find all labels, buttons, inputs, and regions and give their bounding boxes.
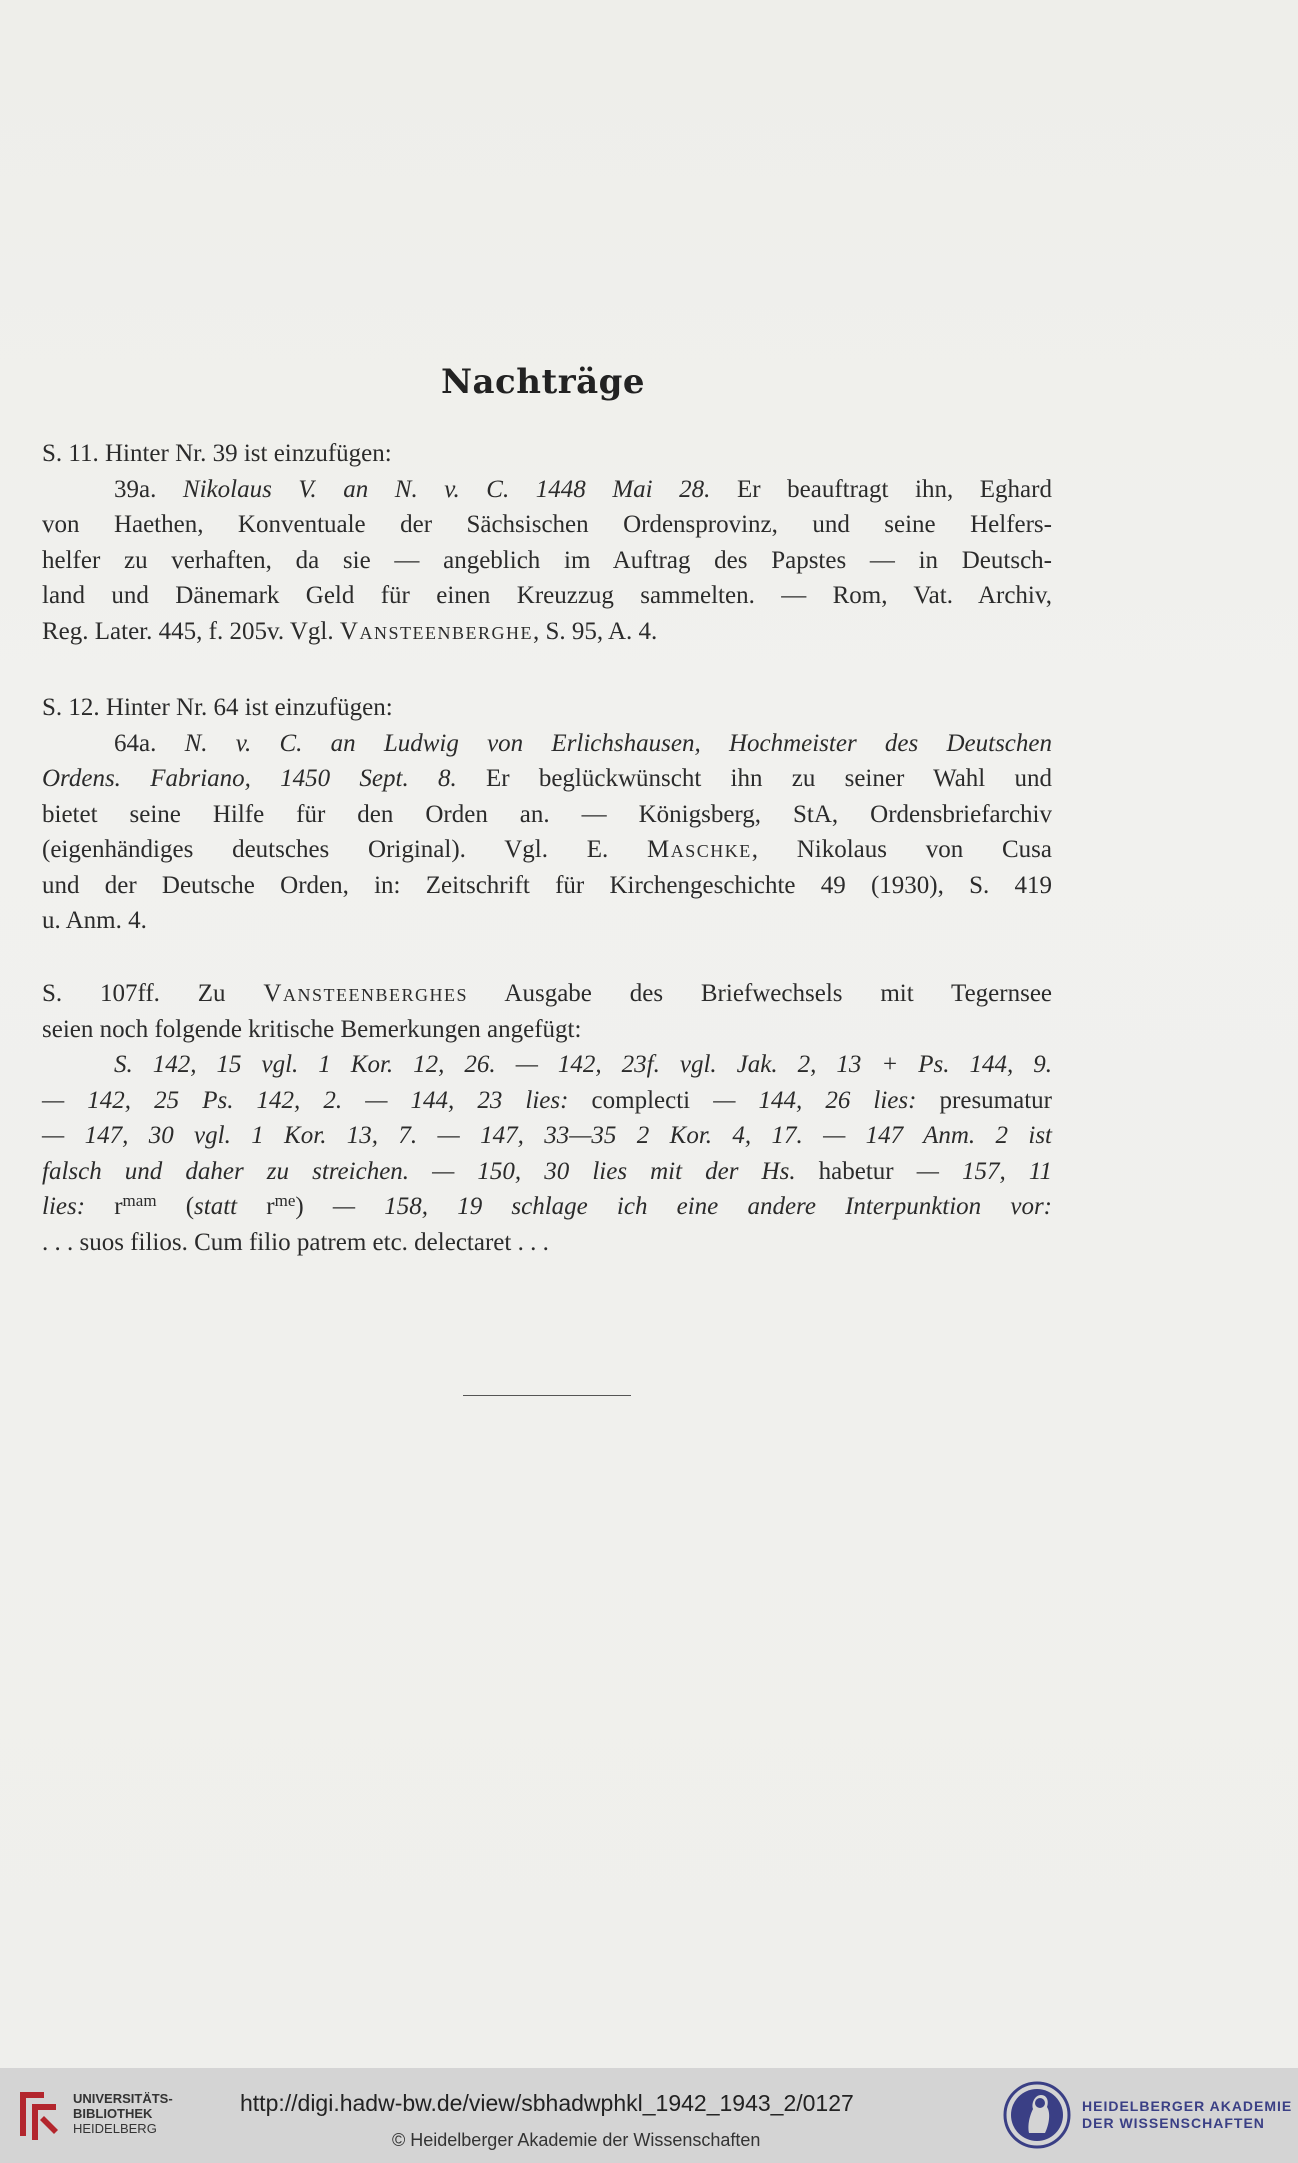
section-2-line-2: Ordens. Fabriano, 1450 Sept. 8. Er beglückwünscht ihn zu seiner Wahl und [42, 765, 1052, 792]
end-rule [463, 1395, 631, 1396]
section-3-line-2: seien noch folgende kritische Bemerkungen angefügt: [42, 1015, 582, 1043]
section-2-line-4: (eigenhändiges deutsches Original). Vgl. E. Maschke, Nikolaus von Cusa [42, 836, 1052, 863]
section-3-line-5: — 147, 30 vgl. 1 Kor. 13, 7. — 147, 33—35 2 Kor. 4, 17. — 147 Anm. 2 ist [42, 1122, 1052, 1149]
ub-heidelberg-logo-icon[interactable] [14, 2084, 62, 2144]
section-1-line-4: land und Dänemark Geld für einen Kreuzzug sammelten. — Rom, Vat. Archiv, [42, 582, 1052, 609]
section-2-line-1: 64a. N. v. C. an Ludwig von Erlichshausen, Hochmeister des Deutschen [114, 729, 1052, 757]
hadw-line-1: HEIDELBERGER AKADEMIE [1082, 2098, 1293, 2114]
section-1 [42, 436, 1052, 649]
ub-line-3: HEIDELBERG [73, 2121, 157, 2136]
section-3-line-1: S. 107ff. Zu Vansteenberghes Ausgabe des Briefwechsels mit Tegernsee [42, 980, 1053, 1007]
ub-line-1: UNIVERSITÄTS- [73, 2091, 173, 2106]
section-3-line-6: falsch und daher zu streichen. — 150, 30 lies mit der Hs. habetur — 157, 11 [42, 1157, 1052, 1185]
section-3 [42, 976, 1052, 1260]
section-3-line-3: S. 142, 15 vgl. 1 Kor. 12, 26. — 142, 23f. vgl. Jak. 2, 13 + Ps. 144, 9. [114, 1051, 1052, 1078]
section-1-line-3: helfer zu verhaften, da sie — angeblich im Auftrag des Papstes — in Deutsch- [42, 546, 1052, 574]
section-1-line-2: von Haethen, Konventuale der Sächsischen Ordensprovinz, und seine Helfers- [42, 511, 1052, 538]
section-1-line-5: Reg. Later. 445, f. 205v. Vgl. Vansteenberghe, S. 95, A. 4. [42, 617, 658, 645]
section-3-line-8: . . . suos filios. Cum filio patrem etc. delectaret . . . [42, 1228, 549, 1256]
section-1-heading: S. 11. Hinter Nr. 39 ist einzufügen: [42, 440, 392, 467]
section-3-line-4: — 142, 25 Ps. 142, 2. — 144, 23 lies: complecti — 144, 26 lies: presumatur [42, 1086, 1052, 1114]
hadw-seal-logo-icon[interactable] [1003, 2079, 1071, 2151]
ub-heidelberg-wordmark [73, 2091, 173, 2136]
section-1-line-1: 39a. Nikolaus V. an N. v. C. 1448 Mai 28. Er beauftragt ihn, Eghard [114, 475, 1052, 503]
copyright-notice: © Heidelberger Akademie der Wissenschaften [392, 2130, 761, 2150]
section-2-line-3: bietet seine Hilfe für den Orden an. — Königsberg, StA, Ordensbriefarchiv [42, 800, 1052, 828]
section-2-line-5: und der Deutsche Orden, in: Zeitschrift für Kirchengeschichte 49 (1930), S. 419 [42, 871, 1052, 899]
page-title: Nachträge [440, 362, 646, 402]
section-2-heading: S. 12. Hinter Nr. 64 ist einzufügen: [42, 694, 393, 721]
footer-bar [0, 2068, 1298, 2163]
section-3-line-7: lies: $r^{mam}$ (statt $r^{me}$) — 158, 19 schlage ich eine andere Interpunktion vor: [42, 1191, 1053, 1220]
hadw-wordmark [1082, 2098, 1292, 2132]
section-2-line-6: u. Anm. 4. [42, 907, 147, 934]
permalink-url[interactable]: http://digi.hadw-bw.de/view/sbhadwphkl_1942_1943_2/0127 [240, 2090, 854, 2116]
ub-line-2: BIBLIOTHEK [73, 2106, 153, 2121]
hadw-line-2: DER WISSENSCHAFTEN [1082, 2115, 1265, 2131]
section-2 [42, 690, 1052, 939]
